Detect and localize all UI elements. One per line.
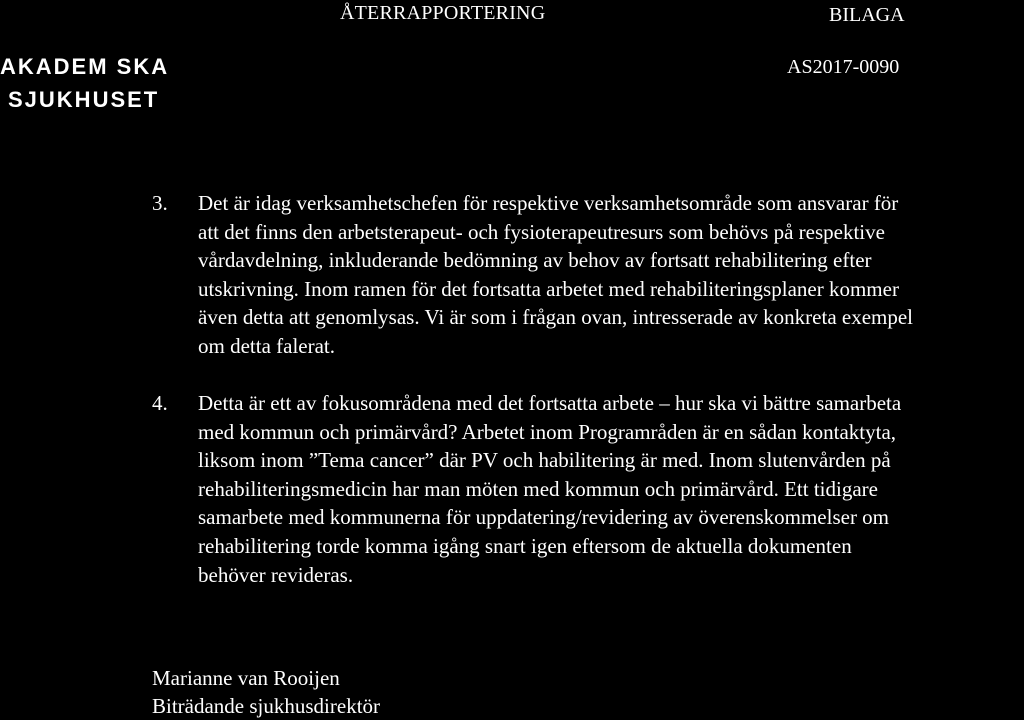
- item-number: 3.: [152, 191, 168, 215]
- hospital-logo: [0, 50, 169, 116]
- answer-item-4: [152, 389, 1024, 589]
- text-line: om detta falerat.: [198, 333, 336, 358]
- reference-number: AS2017-0090: [787, 56, 900, 78]
- item-text: [152, 189, 1024, 361]
- text-line: utskrivning. Inom ramen för det fortsatta arbetet med rehabiliteringsplaner kommer: [198, 276, 899, 301]
- text-line: även detta att genomlysas. Vi är som i frågan ovan, intresserade av konkreta exempel: [198, 305, 914, 330]
- text-line: rehabiliteringsmedicin har man möten med kommun och primärvård. Ett tidigare: [198, 476, 878, 501]
- text-line: Detta är ett av fokusområdena med det fortsatta arbete – hur ska vi bättre samarbeta: [198, 391, 902, 415]
- text-line: rehabilitering torde komma igång snart igen eftersom de aktuella dokumenten: [198, 533, 852, 558]
- text-line: samarbete med kommunerna för uppdatering/revidering av överenskommelser om: [198, 505, 890, 530]
- logo-line-2: SJUKHUSET: [8, 87, 160, 112]
- text-line: Det är idag verksamhetschefen för respektive verksamhetsområde som ansvarar för: [198, 191, 899, 215]
- signatory-title: Biträdande sjukhusdirektör: [152, 694, 381, 718]
- logo-line-1: AKADEM SKA: [0, 54, 170, 79]
- text-line: att det finns den arbetsterapeut- och fysioterapeutresurs som behövs på respektive: [198, 219, 885, 244]
- signatory-name: Marianne van Rooijen: [152, 666, 340, 690]
- text-line: med kommun och primärvård? Arbetet inom Programråden är en sådan kontaktyta,: [198, 419, 897, 444]
- text-line: vårdavdelning, inkluderande bedömning av behov av fortsatt rehabilitering efter: [198, 248, 872, 273]
- answer-item-3: [152, 189, 1024, 361]
- item-text: [152, 389, 1024, 589]
- text-line: liksom inom ”Tema cancer” där PV och habilitering är med. Inom slutenvården på: [198, 448, 891, 473]
- text-line: behöver revideras.: [198, 562, 354, 587]
- document-title: ÅTERRAPPORTERING: [340, 2, 546, 24]
- attachment-label: BILAGA: [829, 4, 905, 26]
- item-number: 4.: [152, 391, 168, 415]
- signature-block: [152, 664, 380, 720]
